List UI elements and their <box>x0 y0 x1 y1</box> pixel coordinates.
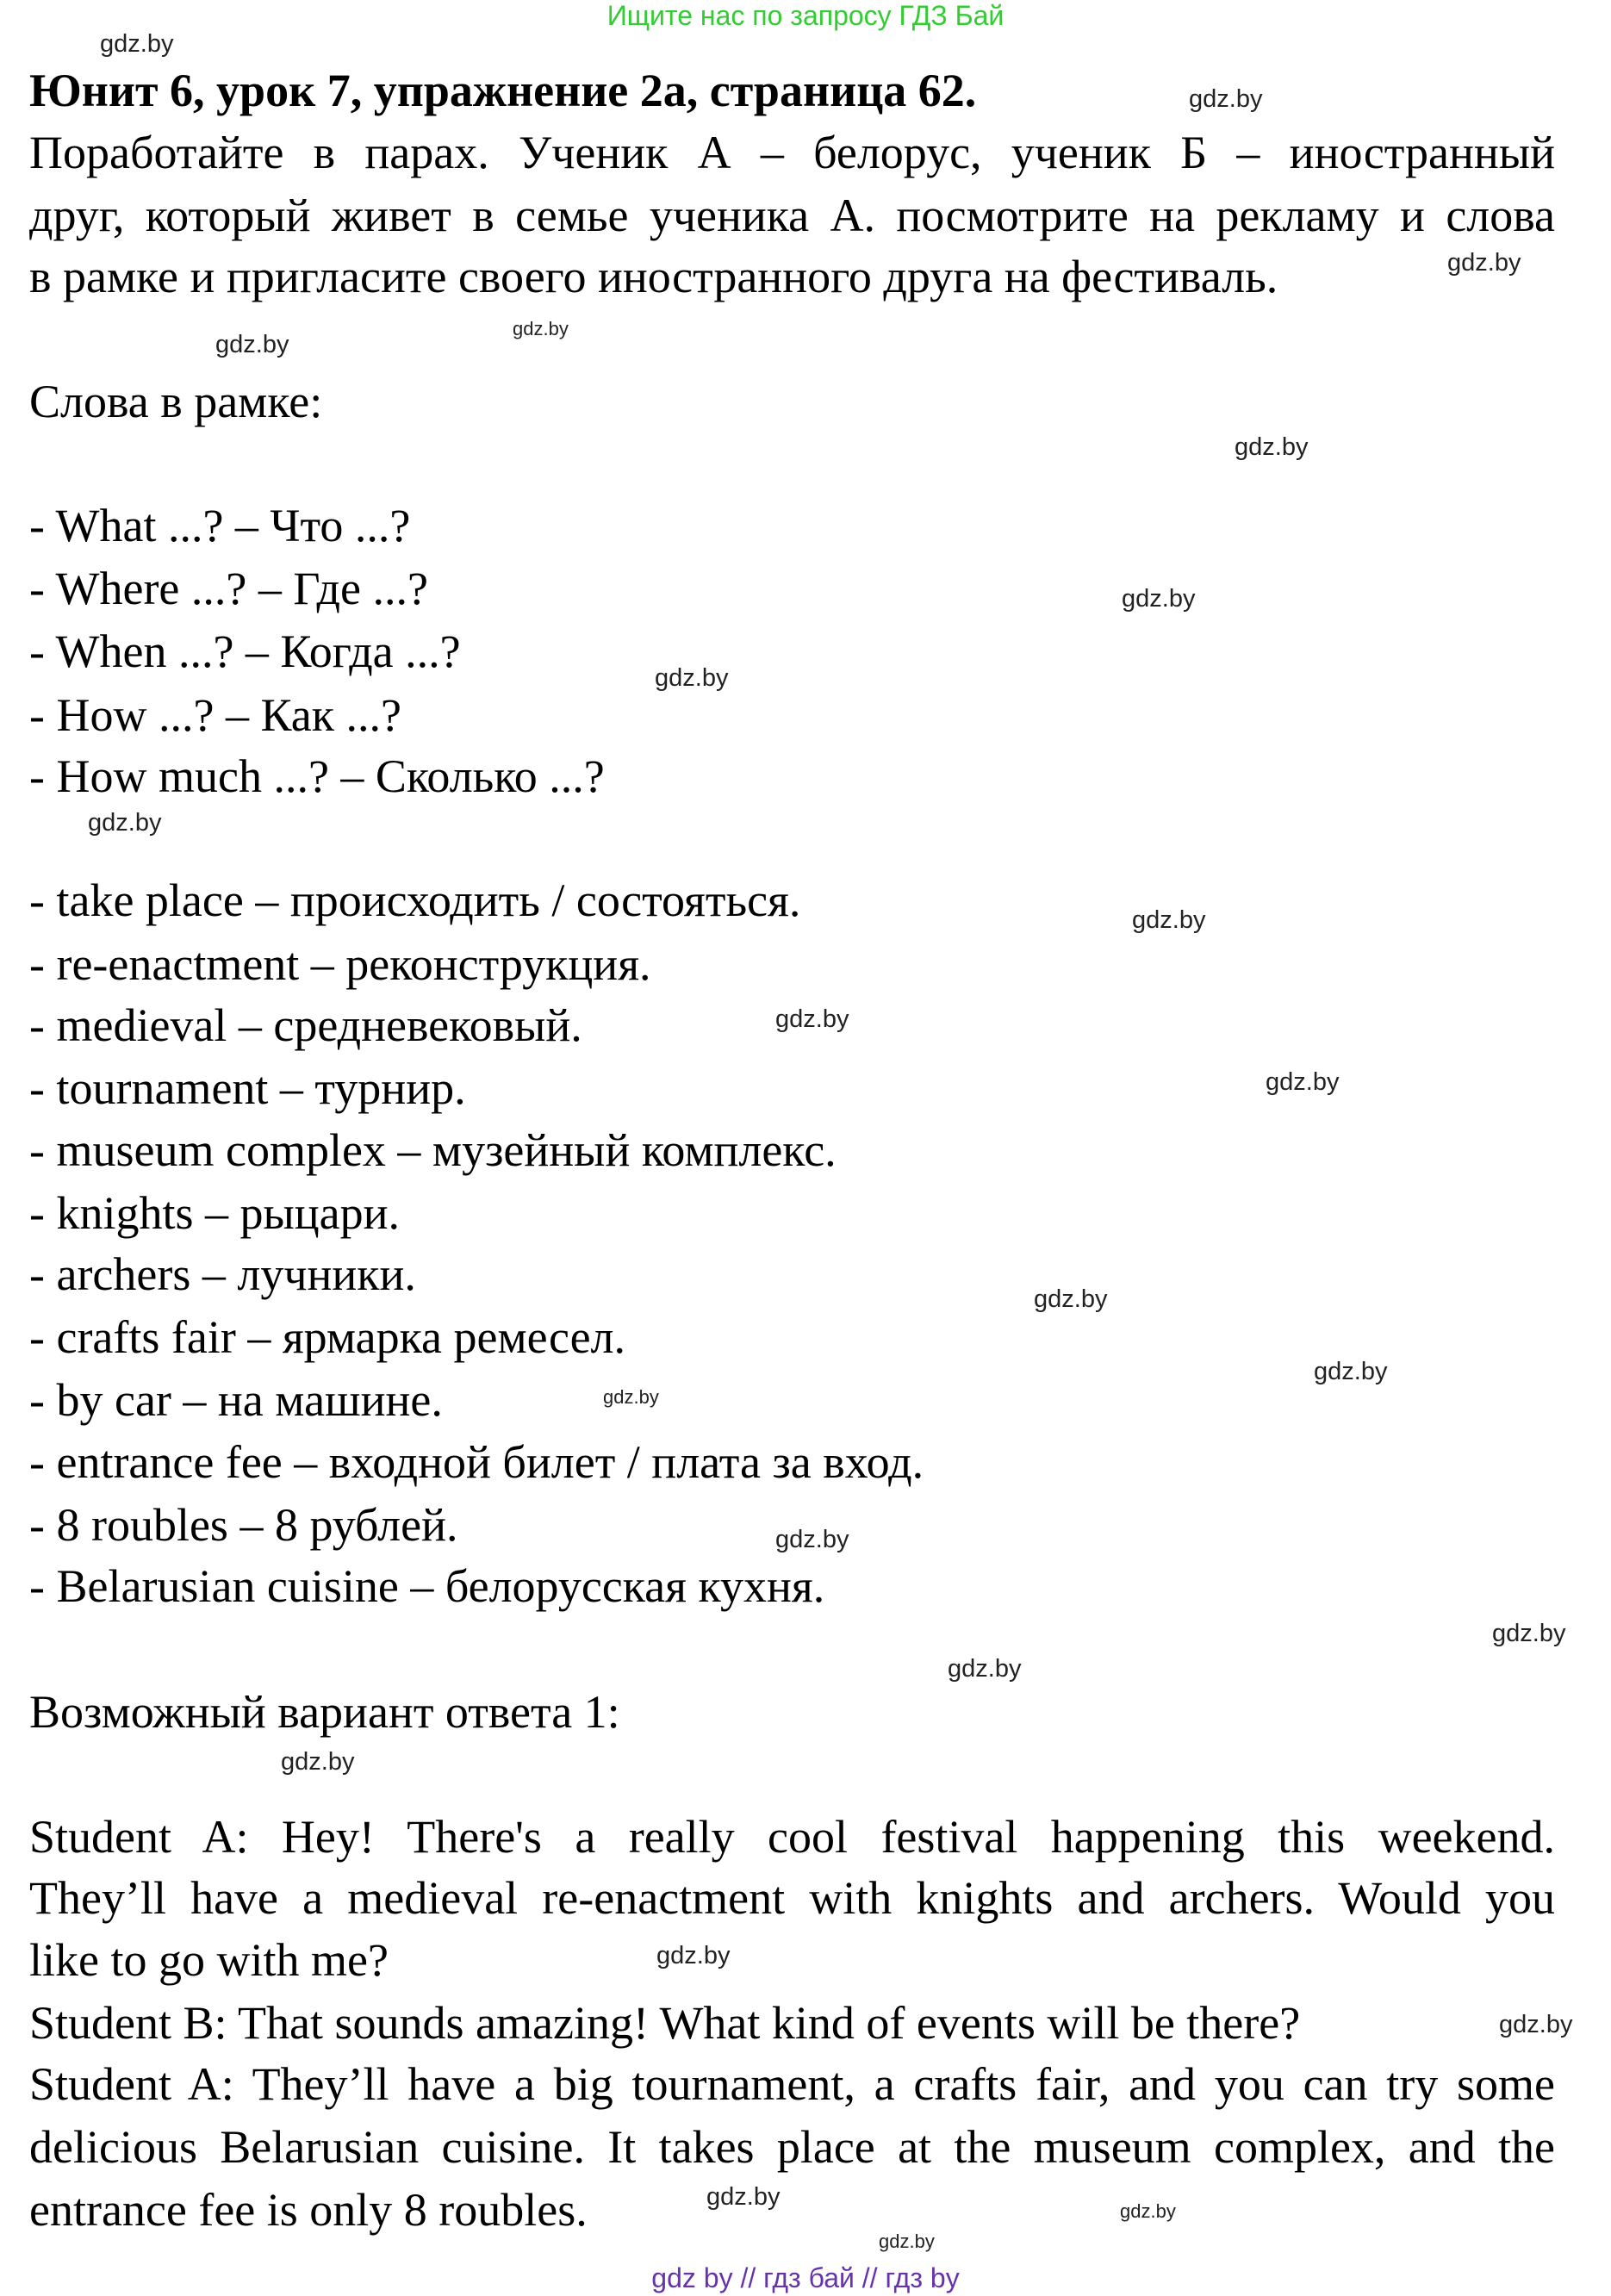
watermark: gdz.by <box>656 1942 731 1969</box>
question-word: - What ...? – Что ...? <box>29 500 411 551</box>
answer-line: Student A: They’ll have a big tournament, a crafts fair, and you can try some <box>29 2058 1555 2110</box>
words-heading: Слова в рамке: <box>29 376 323 427</box>
answer-heading: Возможный вариант ответа 1: <box>29 1686 620 1738</box>
answer-line: Student B: That sounds amazing! What kind of events will be there? <box>29 1997 1301 2049</box>
answer-line: like to go with me? <box>29 1934 389 1986</box>
watermark: gdz.by <box>1492 1620 1566 1647</box>
watermark: gdz.by <box>775 1005 849 1033</box>
watermark: gdz.by <box>88 809 162 837</box>
watermark: gdz.by <box>1189 85 1263 113</box>
search-banner: Ищите нас по запросу ГДЗ Бай <box>606 0 1005 31</box>
watermark: gdz.by <box>603 1386 659 1408</box>
page-title: Юнит 6, урок 7, упражнение 2a, страница 62. <box>29 65 977 116</box>
watermark: gdz.by <box>706 2183 781 2211</box>
vocab-item: - re-enactment – реконструкция. <box>29 938 651 990</box>
watermark: gdz.by <box>513 318 569 339</box>
vocab-item: - archers – лучники. <box>29 1248 416 1300</box>
vocab-item: - by car – на машине. <box>29 1374 443 1426</box>
task-line: Поработайте в парах. Ученик А – белорус, ученик Б – иностранный <box>29 127 1555 178</box>
question-word: - When ...? – Когда ...? <box>29 625 461 677</box>
watermark: gdz.by <box>775 1526 849 1553</box>
vocab-item: - crafts fair – ярмарка ремесел. <box>29 1311 626 1363</box>
question-word: - How ...? – Как ...? <box>29 689 401 741</box>
vocab-item: - medieval – средневековый. <box>29 999 582 1051</box>
watermark: gdz.by <box>1120 2200 1176 2222</box>
watermark: gdz.by <box>1499 2011 1573 2038</box>
watermark: gdz.by <box>215 331 289 358</box>
vocab-item: - knights – рыцари. <box>29 1187 401 1239</box>
answer-line: They’ll have a medieval re-enactment with knights and archers. Would you <box>29 1872 1555 1924</box>
watermark: gdz.by <box>1235 433 1309 461</box>
vocab-item: - take place – происходить / состояться. <box>29 874 801 926</box>
watermark: gdz.by <box>281 1748 355 1776</box>
watermark: gdz.by <box>655 664 729 692</box>
answer-line: delicious Belarusian cuisine. It takes place at the museum complex, and the <box>29 2121 1555 2173</box>
vocab-item: - 8 roubles – 8 рублей. <box>29 1499 458 1551</box>
answer-line: Student A: Hey! There's a really cool festival happening this weekend. <box>29 1811 1555 1863</box>
watermark: gdz.by <box>1034 1285 1108 1313</box>
task-line: друг, который живет в семье ученика А. посмотрите на рекламу и слова <box>29 190 1555 241</box>
question-word: - How much ...? – Сколько ...? <box>29 750 605 802</box>
watermark: gdz.by <box>879 2231 935 2252</box>
vocab-item: - Belarusian cuisine – белорусская кухня. <box>29 1560 825 1612</box>
vocab-item: - tournament – турнир. <box>29 1062 466 1114</box>
watermark: gdz.by <box>948 1655 1022 1683</box>
vocab-item: - entrance fee – входной билет / плата за вход. <box>29 1436 924 1488</box>
watermark: gdz.by <box>1122 585 1196 613</box>
watermark: gdz.by <box>1447 249 1521 277</box>
watermark: gdz.by <box>100 30 174 58</box>
watermark: gdz.by <box>1132 906 1206 934</box>
answer-line: entrance fee is only 8 roubles. <box>29 2184 588 2236</box>
question-word: - Where ...? – Где ...? <box>29 563 428 614</box>
watermark: gdz.by <box>1266 1068 1340 1096</box>
vocab-item: - museum complex – музейный комплекс. <box>29 1124 837 1176</box>
footer-links: gdz by // гдз бай // гдз by <box>651 2262 960 2293</box>
watermark: gdz.by <box>1314 1358 1388 1385</box>
task-line: в рамке и пригласите своего иностранного друга на фестиваль. <box>29 251 1278 302</box>
